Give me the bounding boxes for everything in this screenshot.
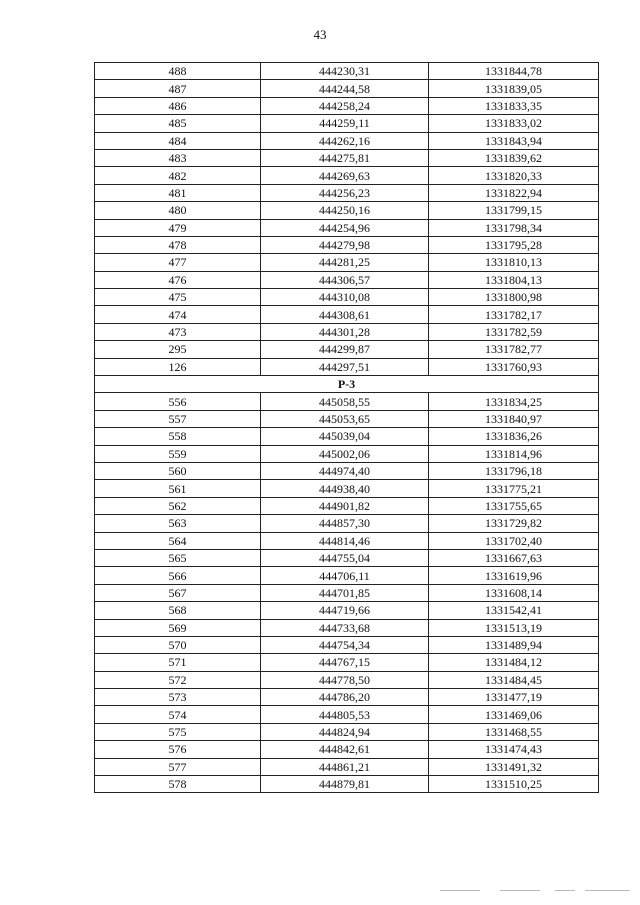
x-coordinate-cell: 444879,81 — [261, 776, 429, 793]
coordinates-table-body — [95, 63, 599, 793]
table-row — [95, 202, 599, 219]
point-number-cell: 481 — [95, 184, 261, 201]
scan-artifact-line — [440, 890, 480, 891]
y-coordinate-cell: 1331839,62 — [429, 149, 599, 166]
y-coordinate-cell: 1331468,55 — [429, 723, 599, 740]
table-row — [95, 341, 599, 358]
point-number-cell: 488 — [95, 63, 261, 80]
y-coordinate-cell: 1331799,15 — [429, 202, 599, 219]
x-coordinate-cell: 444301,28 — [261, 323, 429, 340]
x-coordinate-cell: 444308,61 — [261, 306, 429, 323]
point-number-cell: 563 — [95, 515, 261, 532]
x-coordinate-cell: 444244,58 — [261, 80, 429, 97]
table-row — [95, 219, 599, 236]
x-coordinate-cell: 445053,65 — [261, 410, 429, 427]
y-coordinate-cell: 1331833,02 — [429, 115, 599, 132]
point-number-cell: 483 — [95, 149, 261, 166]
x-coordinate-cell: 444755,04 — [261, 549, 429, 566]
table-row — [95, 584, 599, 601]
point-number-cell: 474 — [95, 306, 261, 323]
point-number-cell: 479 — [95, 219, 261, 236]
x-coordinate-cell: 444805,53 — [261, 706, 429, 723]
x-coordinate-cell: 444306,57 — [261, 271, 429, 288]
x-coordinate-cell: 444701,85 — [261, 584, 429, 601]
y-coordinate-cell: 1331843,94 — [429, 132, 599, 149]
x-coordinate-cell: 444938,40 — [261, 480, 429, 497]
x-coordinate-cell: 444767,15 — [261, 654, 429, 671]
table-row — [95, 515, 599, 532]
x-coordinate-cell: 444754,34 — [261, 636, 429, 653]
x-coordinate-cell: 444297,51 — [261, 358, 429, 375]
y-coordinate-cell: 1331513,19 — [429, 619, 599, 636]
table-row — [95, 184, 599, 201]
y-coordinate-cell: 1331795,28 — [429, 236, 599, 253]
y-coordinate-cell: 1331820,33 — [429, 167, 599, 184]
table-row — [95, 671, 599, 688]
y-coordinate-cell: 1331782,17 — [429, 306, 599, 323]
x-coordinate-cell: 444857,30 — [261, 515, 429, 532]
y-coordinate-cell: 1331836,26 — [429, 428, 599, 445]
x-coordinate-cell: 444778,50 — [261, 671, 429, 688]
scan-artifact-line — [500, 890, 540, 891]
point-number-cell: 486 — [95, 97, 261, 114]
page-number: 43 — [313, 27, 327, 42]
x-coordinate-cell: 444861,21 — [261, 758, 429, 775]
table-row — [95, 549, 599, 566]
x-coordinate-cell: 444299,87 — [261, 341, 429, 358]
point-number-cell: 562 — [95, 497, 261, 514]
table-row — [95, 480, 599, 497]
y-coordinate-cell: 1331489,94 — [429, 636, 599, 653]
x-coordinate-cell: 444786,20 — [261, 689, 429, 706]
table-row — [95, 80, 599, 97]
x-coordinate-cell: 444230,31 — [261, 63, 429, 80]
point-number-cell: 560 — [95, 462, 261, 479]
point-number-cell: 574 — [95, 706, 261, 723]
point-number-cell: 565 — [95, 549, 261, 566]
point-number-cell: 564 — [95, 532, 261, 549]
y-coordinate-cell: 1331729,82 — [429, 515, 599, 532]
point-number-cell: 484 — [95, 132, 261, 149]
point-number-cell: 485 — [95, 115, 261, 132]
y-coordinate-cell: 1331844,78 — [429, 63, 599, 80]
y-coordinate-cell: 1331619,96 — [429, 567, 599, 584]
y-coordinate-cell: 1331782,77 — [429, 341, 599, 358]
point-number-cell: 566 — [95, 567, 261, 584]
table-row — [95, 776, 599, 793]
x-coordinate-cell: 444256,23 — [261, 184, 429, 201]
table-row — [95, 358, 599, 375]
table-row — [95, 410, 599, 427]
y-coordinate-cell: 1331474,43 — [429, 741, 599, 758]
point-number-cell: 482 — [95, 167, 261, 184]
y-coordinate-cell: 1331755,65 — [429, 497, 599, 514]
table-row — [95, 567, 599, 584]
y-coordinate-cell: 1331796,18 — [429, 462, 599, 479]
table-row — [95, 532, 599, 549]
point-number-cell: 126 — [95, 358, 261, 375]
x-coordinate-cell: 444258,24 — [261, 97, 429, 114]
y-coordinate-cell: 1331822,94 — [429, 184, 599, 201]
table-row — [95, 619, 599, 636]
x-coordinate-cell: 444279,98 — [261, 236, 429, 253]
table-row — [95, 236, 599, 253]
point-number-cell: 575 — [95, 723, 261, 740]
point-number-cell: 569 — [95, 619, 261, 636]
x-coordinate-cell: 445002,06 — [261, 445, 429, 462]
x-coordinate-cell: 444719,66 — [261, 602, 429, 619]
table-row — [95, 428, 599, 445]
table-row — [95, 132, 599, 149]
x-coordinate-cell: 444706,11 — [261, 567, 429, 584]
y-coordinate-cell: 1331800,98 — [429, 289, 599, 306]
y-coordinate-cell: 1331608,14 — [429, 584, 599, 601]
y-coordinate-cell: 1331782,59 — [429, 323, 599, 340]
y-coordinate-cell: 1331484,45 — [429, 671, 599, 688]
point-number-cell: 478 — [95, 236, 261, 253]
section-header-row — [95, 376, 599, 393]
coordinates-table — [94, 62, 599, 793]
point-number-cell: 477 — [95, 254, 261, 271]
x-coordinate-cell: 444901,82 — [261, 497, 429, 514]
x-coordinate-cell: 445039,04 — [261, 428, 429, 445]
point-number-cell: 577 — [95, 758, 261, 775]
table-row — [95, 445, 599, 462]
x-coordinate-cell: 444275,81 — [261, 149, 429, 166]
x-coordinate-cell: 444281,25 — [261, 254, 429, 271]
x-coordinate-cell: 444842,61 — [261, 741, 429, 758]
y-coordinate-cell: 1331814,96 — [429, 445, 599, 462]
scan-artifact-line — [555, 890, 575, 891]
table-row — [95, 636, 599, 653]
table-row — [95, 758, 599, 775]
point-number-cell: 573 — [95, 689, 261, 706]
y-coordinate-cell: 1331840,97 — [429, 410, 599, 427]
point-number-cell: 475 — [95, 289, 261, 306]
table-row — [95, 63, 599, 80]
y-coordinate-cell: 1331798,34 — [429, 219, 599, 236]
y-coordinate-cell: 1331839,05 — [429, 80, 599, 97]
x-coordinate-cell: 444250,16 — [261, 202, 429, 219]
y-coordinate-cell: 1331833,35 — [429, 97, 599, 114]
table-row — [95, 689, 599, 706]
x-coordinate-cell: 444733,68 — [261, 619, 429, 636]
point-number-cell: 295 — [95, 341, 261, 358]
table-row — [95, 497, 599, 514]
point-number-cell: 578 — [95, 776, 261, 793]
y-coordinate-cell: 1331491,32 — [429, 758, 599, 775]
y-coordinate-cell: 1331834,25 — [429, 393, 599, 410]
table-row — [95, 115, 599, 132]
table-row — [95, 393, 599, 410]
y-coordinate-cell: 1331702,40 — [429, 532, 599, 549]
y-coordinate-cell: 1331667,63 — [429, 549, 599, 566]
table-row — [95, 706, 599, 723]
y-coordinate-cell: 1331510,25 — [429, 776, 599, 793]
table-row — [95, 254, 599, 271]
x-coordinate-cell: 444254,96 — [261, 219, 429, 236]
point-number-cell: 571 — [95, 654, 261, 671]
x-coordinate-cell: 444259,11 — [261, 115, 429, 132]
x-coordinate-cell: 444262,16 — [261, 132, 429, 149]
point-number-cell: 480 — [95, 202, 261, 219]
table-row — [95, 271, 599, 288]
y-coordinate-cell: 1331775,21 — [429, 480, 599, 497]
point-number-cell: 557 — [95, 410, 261, 427]
x-coordinate-cell: 444814,46 — [261, 532, 429, 549]
point-number-cell: 561 — [95, 480, 261, 497]
y-coordinate-cell: 1331810,13 — [429, 254, 599, 271]
table-row — [95, 149, 599, 166]
y-coordinate-cell: 1331760,93 — [429, 358, 599, 375]
point-number-cell: 476 — [95, 271, 261, 288]
table-row — [95, 97, 599, 114]
table-row — [95, 654, 599, 671]
x-coordinate-cell: 445058,55 — [261, 393, 429, 410]
table-row — [95, 462, 599, 479]
y-coordinate-cell: 1331469,06 — [429, 706, 599, 723]
point-number-cell: 568 — [95, 602, 261, 619]
point-number-cell: 567 — [95, 584, 261, 601]
point-number-cell: 572 — [95, 671, 261, 688]
y-coordinate-cell: 1331542,41 — [429, 602, 599, 619]
point-number-cell: 559 — [95, 445, 261, 462]
x-coordinate-cell: 444824,94 — [261, 723, 429, 740]
table-row — [95, 741, 599, 758]
point-number-cell: 556 — [95, 393, 261, 410]
point-number-cell: 558 — [95, 428, 261, 445]
table-row — [95, 723, 599, 740]
table-row — [95, 602, 599, 619]
scan-artifact-line — [585, 890, 630, 891]
y-coordinate-cell: 1331484,12 — [429, 654, 599, 671]
y-coordinate-cell: 1331804,13 — [429, 271, 599, 288]
table-row — [95, 167, 599, 184]
x-coordinate-cell: 444269,63 — [261, 167, 429, 184]
table-row — [95, 323, 599, 340]
table-row — [95, 289, 599, 306]
y-coordinate-cell: 1331477,19 — [429, 689, 599, 706]
point-number-cell: 570 — [95, 636, 261, 653]
x-coordinate-cell: 444974,40 — [261, 462, 429, 479]
table-row — [95, 306, 599, 323]
point-number-cell: 576 — [95, 741, 261, 758]
point-number-cell: 473 — [95, 323, 261, 340]
section-label: Р-3 — [95, 376, 599, 393]
point-number-cell: 487 — [95, 80, 261, 97]
x-coordinate-cell: 444310,08 — [261, 289, 429, 306]
